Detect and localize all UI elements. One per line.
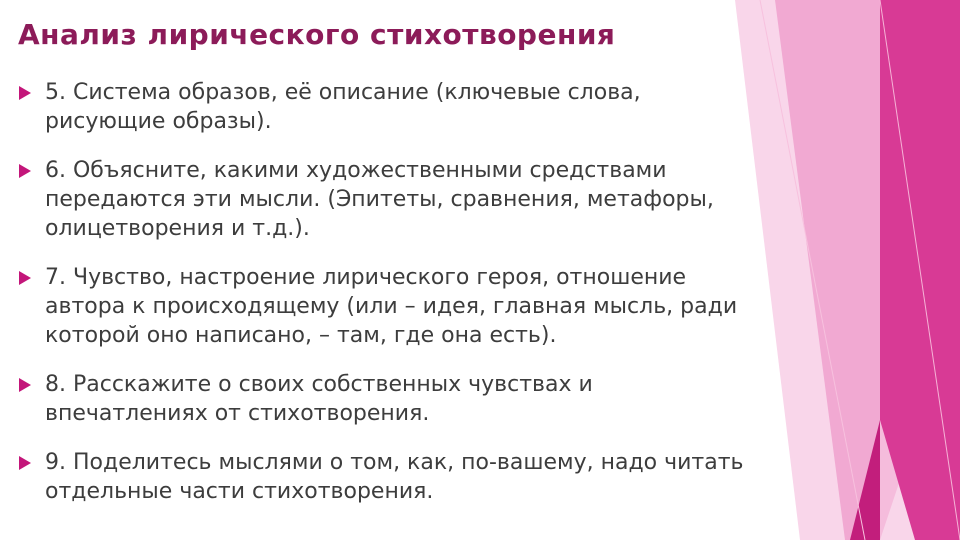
list-item [18, 156, 758, 243]
list-item [18, 370, 758, 428]
triangle-right-icon [19, 456, 31, 470]
list-item [18, 448, 758, 506]
triangle-right-icon [19, 378, 31, 392]
triangle-right-icon [19, 271, 31, 285]
triangle-right-icon [19, 86, 31, 100]
list-item-text: 9. Поделитесь мыслями о том, как, по-вашему, надо читать отдельные части стихотворения. [45, 450, 744, 504]
list-item [18, 78, 758, 136]
slide-title: Анализ лирического стихотворения [18, 18, 616, 51]
bullet-list [18, 78, 758, 526]
triangle-right-icon [19, 164, 31, 178]
list-item [18, 263, 758, 350]
list-item-text: 6. Объясните, какими художественными средствами передаются эти мысли. (Эпитеты, сравнения, метафоры, олицетворения и т.д.). [45, 158, 714, 241]
list-item-text: 5. Система образов, её описание (ключевые слова, рисующие образы). [45, 80, 641, 134]
list-item-text: 8. Расскажите о своих собственных чувствах и впечатлениях от стихотворения. [45, 372, 593, 426]
list-item-text: 7. Чувство, настроение лирического героя, отношение автора к происходящему (или – идея, главная мысль, ради которой оно написано, – там, где она есть). [45, 265, 738, 348]
